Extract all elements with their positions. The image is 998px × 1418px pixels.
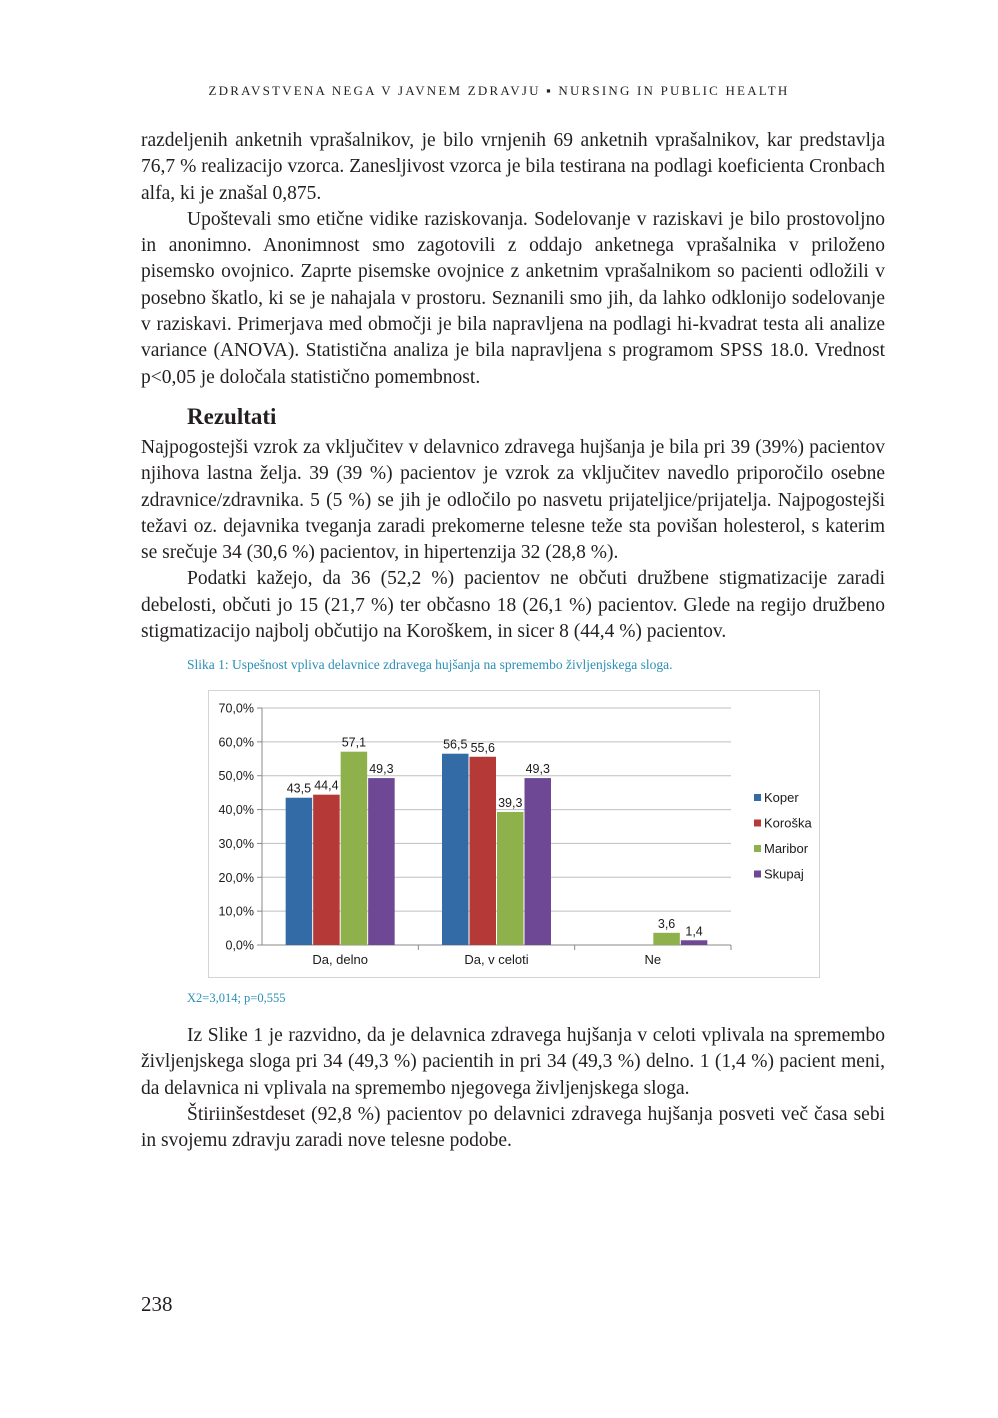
bar (681, 940, 708, 945)
legend-swatch (754, 845, 761, 852)
data-label: 3,6 (657, 916, 676, 931)
running-header: ZDRAVSTVENA NEGA V JAVNEM ZDRAVJU ▪ NURSING IN PUBLIC HEALTH (208, 83, 790, 98)
y-tick-label: 60,0% (218, 735, 254, 750)
bar (368, 778, 395, 945)
bar (497, 812, 524, 945)
paragraph: Štiriinšestdeset (92,8 %) pacientov po delavnici zdravega hujšanja posveti več časa sebi in svojemu zdravju zaradi nove telesne podobe. (141, 1103, 885, 1152)
x-tick-label: Da, delno (312, 952, 368, 967)
legend-label: Maribor (764, 841, 809, 856)
paragraph: Iz Slike 1 je razvidno, da je delavnica zdravega hujšanja v celoti vplivala na spremembo življenjskega sloga pri 34 (49,3 %) pacientih in pri 34 (49,3 %) delno. 1 (1,4 %) pacient meni, da delavnica ni vplivala na spremembo njegovega življenjskega sloga. (141, 1025, 885, 1099)
body-text-results (141, 435, 885, 645)
y-tick-label: 70,0% (218, 701, 254, 716)
bar (525, 778, 552, 945)
data-label: 44,4 (314, 778, 339, 793)
y-tick-label: 50,0% (218, 769, 254, 784)
paragraph: Podatki kažejo, da 36 (52,2 %) pacientov ne občuti družbene stigmatizacije zaradi debelosti, občuti jo 15 (21,7 %) ter občasno 18 (26,1 %) pacientov. Glede na regijo družbeno stigmatizacijo najbolj občutijo na Koroškem, in sicer 8 (44,4 %) pacientov. (141, 568, 885, 643)
legend-label: Skupaj (764, 866, 804, 882)
figure-note: X2=3,014; p=0,555 (187, 991, 286, 1005)
x-tick-label: Ne (644, 952, 662, 967)
legend-label: Koper (764, 790, 799, 805)
y-tick-label: 0,0% (225, 938, 254, 953)
bar (341, 752, 368, 945)
body-text-top (141, 128, 885, 391)
y-tick-label: 20,0% (218, 870, 254, 885)
y-tick-label: 30,0% (218, 836, 254, 851)
bar (313, 795, 340, 945)
legend-swatch (754, 871, 761, 878)
bar (653, 933, 680, 945)
figure-caption: Slika 1: Uspešnost vpliva delavnice zdravega hujšanja na spremembo življenjskega sloga. (187, 657, 673, 672)
data-label: 57,1 (341, 735, 367, 750)
x-tick-label: Da, v celoti (464, 952, 529, 967)
legend-swatch (754, 820, 761, 827)
data-label: 56,5 (443, 737, 468, 752)
section-heading: Rezultati (187, 404, 277, 429)
bar (286, 798, 313, 945)
paragraph: razdeljenih anketnih vprašalnikov, je bilo vrnjenih 69 anketnih vprašalnikov, kar predstavlja 76,7 % realizacijo vzorca. Zanesljivost vzorca je bila testirana na podlagi koeficienta Cronbach alfa, ki je znašal 0,875. (141, 130, 885, 204)
y-tick-label: 10,0% (218, 904, 254, 919)
bar-chart (208, 690, 820, 978)
data-label: 49,3 (369, 762, 394, 777)
data-label: 55,6 (470, 740, 495, 755)
bar (442, 754, 469, 945)
legend-swatch (754, 794, 761, 801)
data-label: 49,3 (525, 762, 550, 777)
y-tick-label: 40,0% (218, 803, 254, 818)
data-label: 39,3 (498, 795, 523, 810)
data-label: 1,4 (685, 924, 703, 939)
chart-canvas (209, 691, 819, 977)
paragraph: Najpogostejši vzrok za vključitev v delavnico zdravega hujšanja je bila pri 39 (39%) pacientov njihova lastna želja. 39 (39 %) pacientov je vzrok za vključitev navedlo priporočilo osebne zdravnice/zdravnika. 5 (5 %) se jih je odločilo po nasvetu prijateljice/prijatelja. Najpogostejši težavi oz. dejavnika tveganja zaradi prekomerne telesne teže sta povišan holesterol, s katerim se srečuje 34 (30,6 %) pacientov, in hipertenzija 32 (28,8 %). (141, 437, 885, 564)
paragraph: Upoštevali smo etične vidike raziskovanja. Sodelovanje v raziskavi je bilo prostovoljno in anonimno. Anonimnost smo zagotovili z oddajo anketnega vprašalnika v priloženo pisemsko ovojnico. Zaprte pisemske ovojnice z anketnim vprašalnikom so pacienti odložili v posebno škatlo, ki se je nahajala v prostoru. Seznanili smo jih, da lahko odklonijo sodelovanje v raziskavi. Primerjava med območji je bila napravljena na podlagi hi-kvadrat testa ali analize variance (ANOVA). Statistična analiza je bila napravljena s programom SPSS 18.0. Vrednost p<0,05 je določala statistično pomembnost. (141, 208, 885, 388)
body-text-bottom (141, 1023, 885, 1154)
data-label: 43,5 (286, 781, 312, 796)
page-number: 238 (141, 1292, 173, 1316)
legend-label: Koroška (764, 815, 812, 831)
bar (470, 757, 497, 945)
